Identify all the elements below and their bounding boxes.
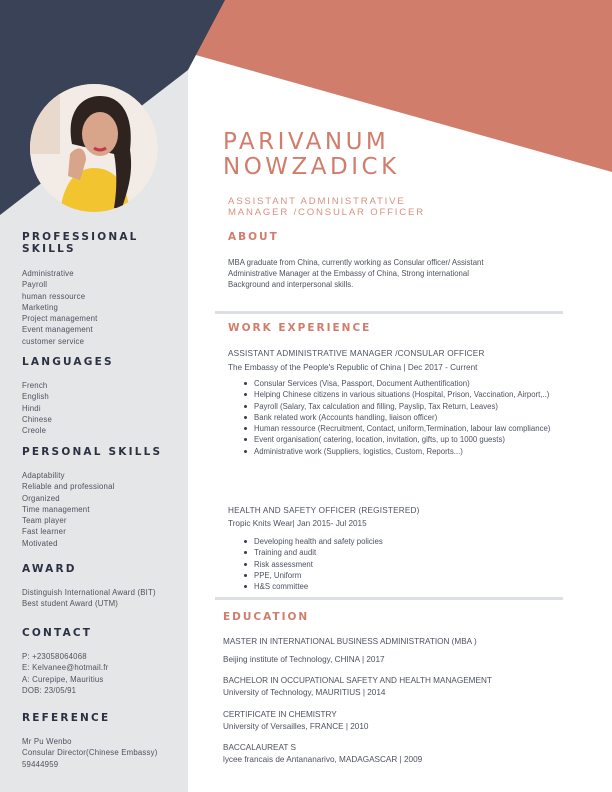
school-text: Beijing institute of Technology, CHINA | 2017 (223, 655, 385, 664)
reference-section (22, 712, 182, 770)
last-name: NOWZADICK (223, 154, 400, 180)
list-item: Reliable and professional (22, 482, 115, 492)
professional-skills-section (22, 231, 182, 347)
school-text: lycee francais de Antananarivo, MADAGASCAR | 2009 (223, 755, 423, 764)
list-item: Bank related work (Accounts handling, liaison officer) (254, 412, 554, 423)
personal-skills-list (22, 470, 182, 549)
job-title-1: ASSISTANT ADMINISTRATIVE MANAGER /CONSULAR OFFICER (228, 349, 485, 358)
languages-list (22, 380, 182, 436)
award-section (22, 563, 182, 610)
list-item: French (22, 381, 48, 390)
list-item: English (22, 392, 49, 402)
title-line: SKILLS (22, 243, 76, 255)
award-list (22, 587, 182, 610)
phone-text: P: +23058064068 (22, 652, 87, 661)
list-item: Payroll (Salary, Tax calculation and filling, Payslip, Tax Return, Leaves) (254, 401, 554, 412)
skills-list (22, 268, 182, 347)
list-item: Project management (22, 314, 98, 324)
education-entry (223, 675, 492, 699)
list-item: customer service (22, 336, 85, 346)
about-line: Administrative Manager at the Embassy of China, Strong international (228, 269, 469, 279)
list-item: Creole (22, 426, 47, 436)
about-line: MBA graduate from China, currently working as Consular officer/ Assistant (228, 258, 484, 267)
list-item: Helping Chinese citizens in various situations (Hospital, Prison, Vaccination, Airport,..) (254, 389, 554, 400)
list-item: Motivated (22, 538, 58, 548)
section-title: PERSONAL SKILLS (22, 446, 163, 458)
degree-text: BACCALAUREAT S (223, 743, 296, 752)
role-line: ASSISTANT ADMINISTRATIVE (228, 196, 406, 207)
list-item: Payroll (22, 280, 48, 290)
list-item: Mr Pu Wenbo (22, 737, 72, 746)
contact-section (22, 627, 182, 696)
reference-list (22, 736, 182, 770)
job-title (228, 196, 488, 218)
list-item: Time management (22, 504, 90, 514)
section-title: CONTACT (22, 627, 93, 639)
list-item: Risk assessment (254, 559, 554, 570)
section-title (22, 231, 182, 255)
about-line: Background and interpersonal skills. (228, 280, 354, 290)
list-item: H&S committee (254, 581, 554, 592)
role-line: MANAGER /CONSULAR OFFICER (228, 207, 425, 218)
list-item: Hindi (22, 403, 41, 413)
list-item: Team player (22, 516, 67, 526)
dob-text: DOB: 23/05/91 (22, 685, 77, 695)
school-text: University of Technology, MAURITIUS | 2014 (223, 688, 386, 697)
list-item: Organized (22, 493, 60, 503)
list-item: Training and audit (254, 547, 554, 558)
section-title: REFERENCE (22, 712, 111, 724)
education-entry (223, 742, 422, 766)
list-item: PPE, Uniform (254, 570, 554, 581)
divider (215, 311, 563, 314)
list-item: Consular Services (Visa, Passport, Document Authentification) (254, 378, 554, 389)
avatar (30, 84, 158, 212)
job-duties-2 (254, 536, 554, 592)
first-name: PARIVANUM (223, 129, 390, 155)
section-title: AWARD (22, 563, 77, 575)
about-heading: ABOUT (228, 231, 279, 243)
address-text: A: Curepipe, Mauritius (22, 674, 104, 684)
contact-list (22, 651, 182, 696)
list-item: Adaptability (22, 471, 65, 480)
divider (215, 597, 563, 600)
section-title: LANGUAGES (22, 356, 114, 368)
degree-text: CERTIFICATE IN CHEMISTRY (223, 710, 337, 719)
job-employer-1: The Embassy of the People's Republic of China | Dec 2017 - Current (228, 363, 478, 372)
email-text: E: Kelvanee@hotmail.fr (22, 663, 109, 673)
list-item: Developing health and safety policies (254, 536, 554, 547)
personal-skills-section (22, 446, 182, 549)
education-heading: EDUCATION (223, 611, 310, 623)
list-item: Fast learner (22, 527, 66, 537)
list-item: Consular Director(Chinese Embassy) (22, 748, 158, 758)
list-item: human ressource (22, 291, 86, 301)
education-entry (223, 709, 368, 733)
profile-photo (30, 84, 158, 212)
languages-section (22, 356, 182, 436)
job-title-2: HEALTH AND SAFETY OFFICER (REGISTERED) (228, 506, 420, 515)
list-item: 59444959 (22, 759, 59, 769)
list-item: Event management (22, 325, 93, 335)
school-text: University of Versailles, FRANCE | 2010 (223, 722, 369, 731)
degree-text: BACHELOR IN OCCUPATIONAL SAFETY AND HEALTH MANAGEMENT (223, 676, 492, 685)
sidebar (0, 0, 188, 792)
list-item: Best student Award (UTM) (22, 599, 119, 609)
education-entry (223, 636, 477, 666)
title-line: PROFESSIONAL (22, 231, 139, 243)
list-item: Marketing (22, 302, 59, 312)
list-item: Chinese (22, 414, 53, 424)
list-item: Event organisation( catering, location, invitation, gifts, up to 1000 guests) (254, 434, 554, 445)
list-item: Administrative (22, 269, 74, 278)
candidate-name (223, 130, 400, 180)
work-experience-heading: WORK EXPERIENCE (228, 322, 372, 334)
about-paragraph (228, 257, 558, 291)
list-item: Distinguish International Award (BIT) (22, 588, 156, 597)
list-item: Administrative work (Suppliers, logistics, Custom, Reports...) (254, 446, 554, 457)
job-employer-2: Tropic Knits Wear| Jan 2015- Jul 2015 (228, 519, 367, 528)
list-item: Human ressource (Recruitment, Contact, uniform,Termination, labour law compliance) (254, 423, 554, 434)
job-duties-1 (254, 378, 554, 457)
degree-text: MASTER IN INTERNATIONAL BUSINESS ADMINISTRATION (MBA ) (223, 637, 477, 646)
